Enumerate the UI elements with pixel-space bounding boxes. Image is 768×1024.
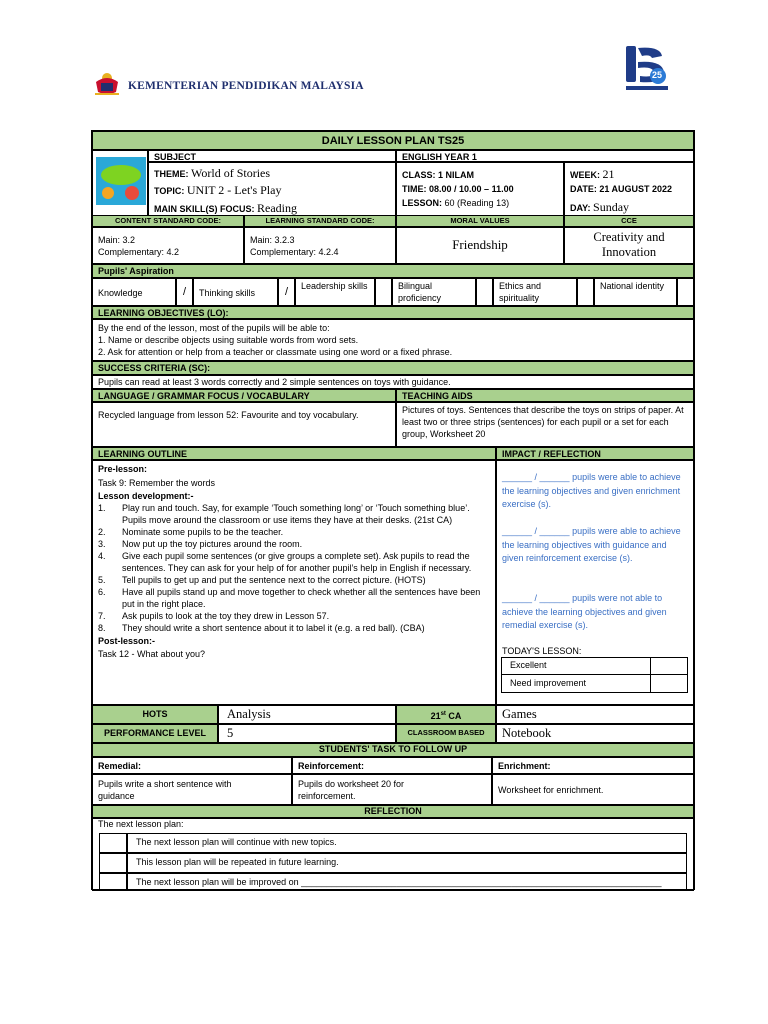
cce-value-line1: Creativity and bbox=[593, 230, 665, 244]
cba-value: Notebook bbox=[496, 724, 694, 743]
step-item: 1. Play run and touch. Say, for example ‘Touch something long’ or ‘Touch something blue’. Pupils move around the classroom or use items they have at their desks. (21st CA) bbox=[98, 503, 470, 525]
aspiration-bilingual-mark[interactable] bbox=[476, 278, 493, 306]
remedial-label: Remedial: bbox=[92, 757, 292, 774]
language-label: LANGUAGE / GRAMMAR FOCUS / VOCABULARY bbox=[92, 389, 396, 402]
reflection-option-3-checkbox[interactable] bbox=[99, 873, 127, 891]
aspiration-label: Pupils' Aspiration bbox=[92, 264, 694, 278]
theme-value: World of Stories bbox=[191, 166, 271, 180]
ca-value: Games bbox=[496, 705, 694, 724]
content-main: Main: 3.2 bbox=[98, 235, 136, 245]
impact-reflection-2: ______ / ______ pupils were able to achieve the learning objectives with guidance and given reinforcement exercise (s). bbox=[502, 526, 681, 563]
language-text: Recycled language from lesson 52: Favourite and toy vocabulary. bbox=[92, 402, 396, 447]
aspiration-leadership-mark[interactable] bbox=[375, 278, 392, 306]
reinforcement-label: Reinforcement: bbox=[292, 757, 492, 774]
step-item: 8. They should write a short sentence about it to label it (e.g. a red ball). (CBA) bbox=[98, 623, 425, 633]
impact-reflection-1: ______ / ______ pupils were able to achieve the learning objectives and given enrichment exercise (s). bbox=[502, 472, 681, 509]
aids-label: TEACHING AIDS bbox=[396, 389, 694, 402]
outline-body bbox=[92, 460, 496, 705]
ts25-logo-icon bbox=[622, 44, 672, 94]
development-steps bbox=[98, 502, 485, 634]
excellent-checkbox[interactable] bbox=[650, 657, 688, 675]
aspiration-ethics: Ethics and spirituality bbox=[493, 278, 577, 306]
excellent-label: Excellent bbox=[501, 657, 651, 675]
objectives-text bbox=[92, 319, 694, 361]
need-improvement-checkbox[interactable] bbox=[650, 674, 688, 693]
aspiration-thinking: Thinking skills bbox=[193, 278, 278, 306]
performance-value: 5 bbox=[218, 724, 396, 743]
pre-lesson-label: Pre-lesson: bbox=[98, 464, 148, 474]
logo-number: 25 bbox=[652, 70, 663, 80]
class-value: 1 NILAM bbox=[438, 170, 475, 180]
impact-label: IMPACT / REFLECTION bbox=[496, 447, 694, 460]
subject-value: ENGLISH YEAR 1 bbox=[396, 150, 694, 162]
step-item: 7. Ask pupils to look at the toy they drew in Lesson 57. bbox=[98, 611, 330, 621]
learning-main: Main: 3.2.3 bbox=[250, 235, 295, 245]
plan-title: DAILY LESSON PLAN TS25 bbox=[92, 131, 694, 150]
enrichment-label: Enrichment: bbox=[492, 757, 694, 774]
post-lesson-text: Task 12 - What about you? bbox=[98, 649, 206, 659]
aspiration-knowledge: Knowledge bbox=[92, 278, 176, 306]
performance-label: PERFORMANCE LEVEL bbox=[92, 724, 218, 743]
date-value: 21 AUGUST 2022 bbox=[599, 184, 673, 194]
lesson-plan-form bbox=[91, 130, 695, 890]
class-label: CLASS: bbox=[402, 170, 436, 180]
moral-value: Friendship bbox=[396, 227, 564, 264]
enrichment-text: Worksheet for enrichment. bbox=[492, 774, 694, 805]
aspiration-national: National identity bbox=[594, 278, 677, 306]
moral-values-label: MORAL VALUES bbox=[396, 215, 564, 227]
remedial-text: Pupils write a short sentence with guidance bbox=[92, 774, 292, 805]
pre-lesson-text: Task 9: Remember the words bbox=[98, 478, 216, 488]
aids-text: Pictures of toys. Sentences that describe the toys on strips of paper. At least two or three strips (sentences) for each pupil or a set for each group, Worksheet 20 bbox=[396, 402, 694, 447]
learning-standard-cell bbox=[244, 227, 396, 264]
aspiration-bilingual: Bilingual proficiency bbox=[392, 278, 476, 306]
week-value: 21 bbox=[602, 167, 615, 181]
post-lesson-label: Post-lesson:- bbox=[98, 636, 156, 646]
day-value: Sunday bbox=[593, 200, 630, 214]
reflection-option-1: The next lesson plan will continue with new topics. bbox=[127, 833, 687, 853]
step-item: 5. Tell pupils to get up and put the sentence next to the correct picture. (HOTS) bbox=[98, 575, 426, 585]
lesson-value: 60 (Reading 13) bbox=[444, 198, 510, 208]
reflection-option-1-checkbox[interactable] bbox=[99, 833, 127, 853]
topic-label: TOPIC: bbox=[154, 186, 185, 196]
objectives-line3: 2. Ask for attention or help from a teacher or classmate using one word or a fixed phrase. bbox=[98, 347, 453, 357]
aspiration-knowledge-mark[interactable]: / bbox=[176, 278, 193, 306]
skill-label: MAIN SKILL(S) FOCUS: bbox=[154, 204, 255, 214]
reinforcement-text: Pupils do worksheet 20 for reinforcement. bbox=[292, 774, 492, 805]
subject-label: SUBJECT bbox=[148, 150, 396, 162]
cba-label: CLASSROOM BASED bbox=[396, 724, 496, 743]
reflection-body bbox=[92, 818, 694, 891]
step-item: 6. Have all pupils stand up and move together to check whether all the sentences have been put in the right place. bbox=[98, 587, 481, 609]
aspiration-thinking-mark[interactable]: / bbox=[278, 278, 295, 306]
time-label: TIME: bbox=[402, 184, 427, 194]
aspiration-leadership: Leadership skills bbox=[295, 278, 375, 306]
content-standard-label: CONTENT STANDARD CODE: bbox=[92, 215, 244, 227]
ministry-title: KEMENTERIAN PENDIDIKAN MALAYSIA bbox=[128, 80, 364, 92]
reflection-option-2-checkbox[interactable] bbox=[99, 853, 127, 873]
hots-value: Analysis bbox=[218, 705, 396, 724]
date-label: DATE: bbox=[570, 184, 597, 194]
reflection-label: REFLECTION bbox=[92, 805, 694, 818]
book-cover-image bbox=[92, 150, 148, 225]
content-complementary: Complementary: 4.2 bbox=[98, 247, 180, 257]
lesson-label: LESSON: bbox=[402, 198, 443, 208]
time-value: 08.00 / 10.00 – 11.00 bbox=[429, 184, 514, 194]
step-item: 3. Now put up the toy pictures around the room. bbox=[98, 539, 303, 549]
malaysia-crest-icon bbox=[92, 68, 122, 98]
objectives-line1: By the end of the lesson, most of the pupils will be able to: bbox=[98, 323, 330, 333]
reflection-intro: The next lesson plan: bbox=[98, 819, 184, 829]
step-item: 2. Nominate some pupils to be the teacher. bbox=[98, 527, 284, 537]
outline-label: LEARNING OUTLINE bbox=[92, 447, 496, 460]
cce-value-cell bbox=[564, 227, 694, 264]
aspiration-national-mark[interactable] bbox=[677, 278, 694, 306]
ca-label: 21st CA bbox=[396, 705, 496, 724]
aspiration-ethics-mark[interactable] bbox=[577, 278, 594, 306]
development-label: Lesson development:- bbox=[98, 491, 194, 501]
day-label: DAY: bbox=[570, 203, 591, 213]
impact-body bbox=[496, 460, 694, 705]
reflection-option-3: The next lesson plan will be improved on ________________________________________________________________________ bbox=[127, 873, 687, 891]
cce-label: CCE bbox=[564, 215, 694, 227]
skill-value: Reading bbox=[257, 201, 298, 215]
reflection-option-2: This lesson plan will be repeated in future learning. bbox=[127, 853, 687, 873]
learning-complementary: Complementary: 4.2.4 bbox=[250, 247, 339, 257]
followup-label: STUDENTS' TASK TO FOLLOW UP bbox=[92, 743, 694, 757]
success-label: SUCCESS CRITERIA (SC): bbox=[92, 361, 694, 375]
content-standard-cell bbox=[92, 227, 244, 264]
objectives-line2: 1. Name or describe objects using suitable words from word sets. bbox=[98, 335, 359, 345]
cce-value-line2: Innovation bbox=[601, 245, 657, 259]
need-improvement-label: Need improvement bbox=[501, 674, 651, 693]
topic-value: UNIT 2 - Let's Play bbox=[186, 183, 282, 197]
step-item: 4. Give each pupil some sentences (or give groups a complete set). Ask pupils to read the sentences. They can ask for your help of for another pupil’s help in English if necessary. bbox=[98, 551, 472, 573]
impact-reflection-3: ______ / ______ pupils were not able to achieve the learning objectives and given remedial exercise (s). bbox=[502, 593, 667, 630]
success-text: Pupils can read at least 3 words correctly and 2 simple sentences on toys with guidance. bbox=[92, 375, 694, 389]
today-lesson-label: TODAY'S LESSON: bbox=[502, 646, 582, 656]
objectives-label: LEARNING OBJECTIVES (LO): bbox=[92, 306, 694, 319]
learning-standard-label: LEARNING STANDARD CODE: bbox=[244, 215, 396, 227]
week-label: WEEK: bbox=[570, 170, 600, 180]
theme-label: THEME: bbox=[154, 169, 189, 179]
hots-label: HOTS bbox=[92, 705, 218, 724]
